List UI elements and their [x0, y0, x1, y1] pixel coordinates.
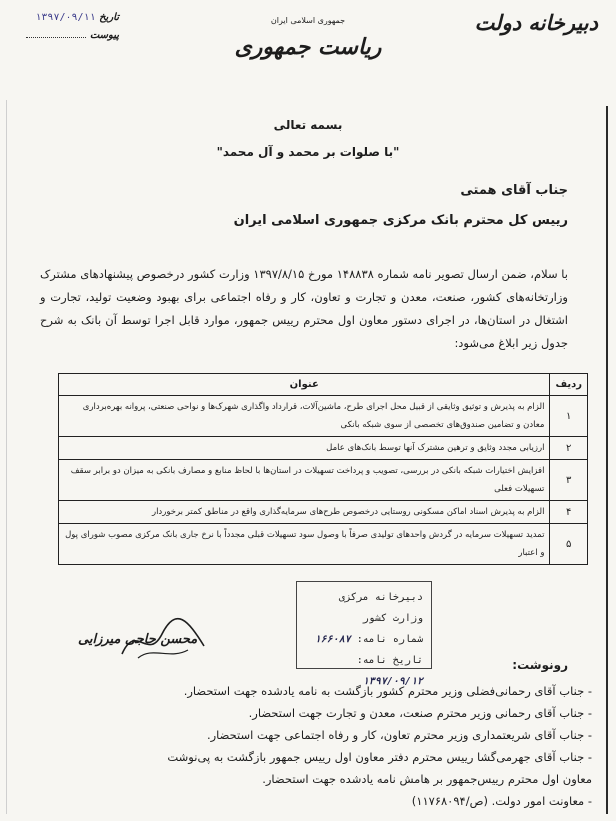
row-text: تمدید تسهیلات سرمایه در گردش واحدهای تولیدی صرفاً با وصول سود تسهیلات قبلی مجدداً با نرخ جاری بانک مرکزی مصوب شورای پول و اعتبار — [59, 524, 550, 565]
cc-item: - جناب آقای رحمانی وزیر محترم صنعت، معدن و تجارت جهت استحضار. — [248, 706, 592, 720]
addressee-title: رییس کل محترم بانک مرکزی جمهوری اسلامی ایران — [233, 213, 568, 228]
header-title: عنوان — [59, 374, 550, 396]
row-text: الزام به پذیرش و توثیق وثایقی از قبیل محل اجرای طرح، ماشین‌آلات، قرارداد واگذاری شهرک‌ها و نواحی صنعتی، پروانه بهره‌برداری معادن و تضامین صندوق‌های تخصصی از سوی شبکه بانکی — [59, 396, 550, 437]
enclosure-dotted-line — [26, 37, 86, 38]
cc-item: - جناب آقای رحمانی‌فضلی وزیر محترم کشور بازگشت به نامه یادشده جهت استحضار. — [183, 684, 592, 698]
addressee-name: جناب آقای همتی — [460, 183, 568, 198]
cc-item: معاون اول محترم رییس‌جمهور بر هامش نامه یادشده جهت استحضار. — [262, 772, 592, 786]
row-number: ۴ — [550, 501, 588, 524]
stamp-date-label: تاریخ نامه: — [356, 655, 423, 666]
table-row — [59, 460, 588, 501]
body-paragraph: با سلام، ضمن ارسال تصویر نامه شماره ۱۴۸۸۳۸ مورخ ۱۳۹۷/۸/۱۵ وزارت کشور درخصوص پیشنهادهای مشترک وزارتخانه‌های کشور، صنعت، معدن و تجارت و تعاون، کار و رفاه اجتماعی برای بهبود وضعیت تولید، تجارت و اشتغال در استان‌ها، در اجرای دستور معاون اول محترم رییس جمهور، موارد قابل اجرا توسط آن بانک به شرح جدول زیر ابلاغ می‌شود: — [40, 267, 569, 350]
page-border-left — [6, 100, 7, 814]
page-border-right — [606, 106, 608, 814]
actions-table — [58, 373, 588, 565]
row-text: افزایش اختیارات شبکه بانکی در بررسی، تصویب و پرداخت تسهیلات در استان‌ها با لحاظ منابع و مصارف بانکی به میزان دو برابر سقف تسهیلات فعلی — [59, 460, 550, 501]
cc-item: - معاونت امور دولت. (ص/۱۱۷۶۸۰۹۴) — [411, 794, 592, 808]
row-number: ۳ — [550, 460, 588, 501]
signer-name: محسن حاجی میرزایی — [78, 632, 198, 647]
stamp-date-value: ۱۳۹۷/۰۹/۱۲ — [362, 676, 423, 687]
stamp-title: دبیرخانه مرکزی وزارت کشور — [338, 592, 423, 624]
row-number: ۲ — [550, 437, 588, 460]
letter-enclosure — [24, 30, 119, 41]
cc-heading: رونوشت: — [512, 658, 568, 672]
row-text: الزام به پذیرش اسناد اماکن مسکونی روستایی درخصوص طرح‌های سرمایه‌گذاری واقع در مناطق کمتر برخوردار — [59, 501, 550, 524]
table-row — [59, 524, 588, 565]
letter-date — [24, 12, 119, 23]
cc-item: - جناب آقای شریعتمداری وزیر محترم تعاون، کار و رفاه اجتماعی جهت استحضار. — [206, 728, 592, 742]
date-value: ۱۳۹۷/۰۹/۱۱ — [35, 12, 96, 23]
stamp-number — [303, 629, 423, 650]
stamp-number-value: ۱۶۶۰۸۷ — [314, 634, 351, 645]
row-number: ۵ — [550, 524, 588, 565]
row-number: ۱ — [550, 396, 588, 437]
enclosure-label: پیوست — [89, 30, 119, 41]
row-text: ارزیابی مجدد وثایق و ترهین مشترک آنها توسط بانک‌های عامل — [59, 437, 550, 460]
cc-item: - جناب آقای جهرمی‌گشا رییس محترم دفتر معاون اول رییس جمهور بازگشت به پی‌نوشت — [167, 750, 592, 764]
header-row-number: ردیف — [550, 374, 588, 396]
republic-label: جمهوری اسلامی ایران — [270, 16, 346, 25]
registry-stamp — [296, 581, 432, 687]
table-row — [59, 437, 588, 460]
table-header-row — [59, 374, 588, 396]
secretariat-title: دبیرخانه دولت — [474, 10, 598, 35]
date-label: تاریخ — [99, 12, 119, 23]
cc-list — [24, 680, 592, 812]
salutation-bismillah: بسمه تعالی — [273, 118, 343, 132]
table-row — [59, 396, 588, 437]
table-row — [59, 501, 588, 524]
stamp-number-label: شماره نامه: — [356, 634, 423, 645]
salutation-salawat: "با صلوات بر محمد و آل محمد" — [216, 145, 400, 159]
presidency-title: ریاست جمهوری — [234, 34, 382, 60]
